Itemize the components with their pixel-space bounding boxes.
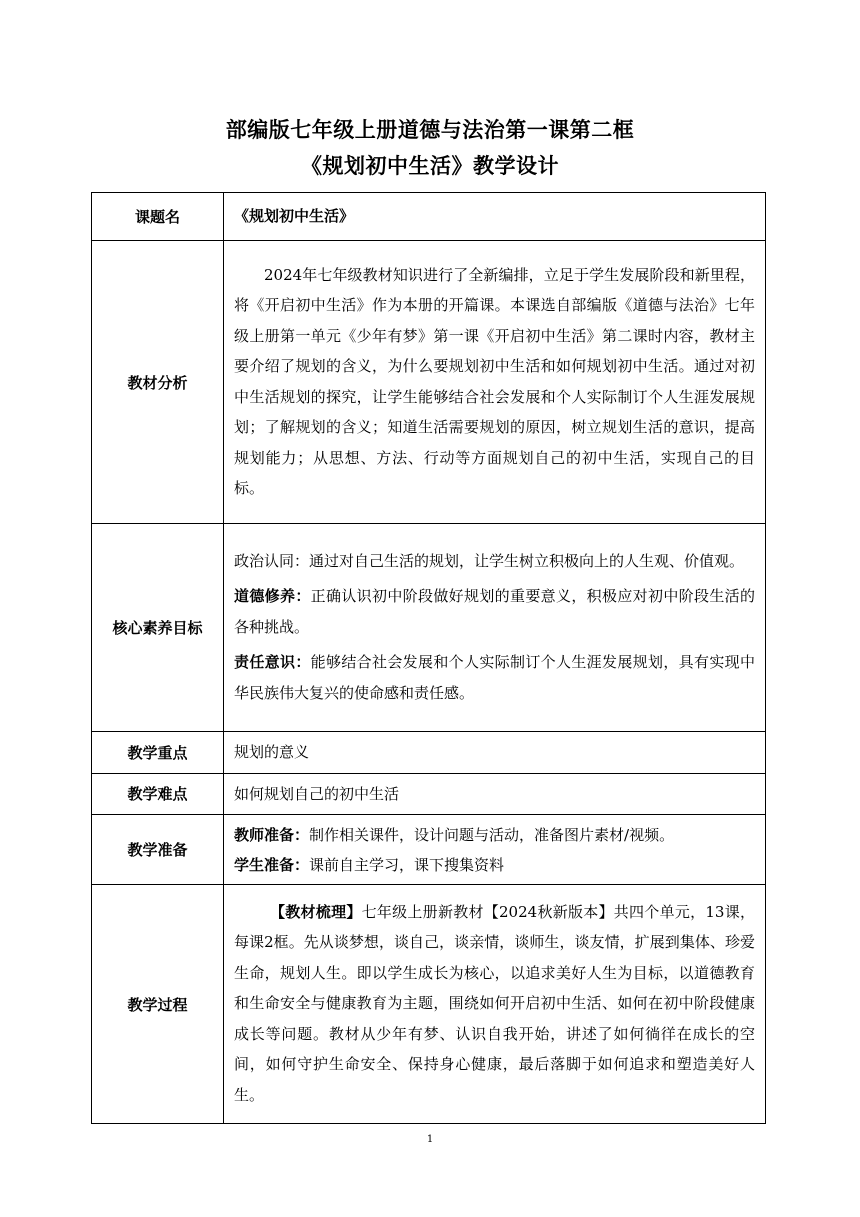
goal-item — [234, 647, 755, 708]
process-body: 七年级上册新教材【2024秋新版本】共四个单元，13课，每课2框。先从谈梦想，谈自己，谈亲情，谈师生，谈友情，扩展到集体、珍爱生命，规划人生。即以学生成长为核心，以追求美好人生为目标，以道德教育和生命安全与健康教育为主题，围绕如何开启初中生活、如何在初中阶段健康成长等问题。教材从少年有梦、认识自我开始，讲述了如何徜徉在成长的空间，如何守护生命安全、保持身心健康，最后落脚于如何追求和塑造美好人生。 — [234, 902, 755, 1104]
key-value: 规划的意义 — [224, 732, 766, 774]
prep-item — [234, 850, 755, 880]
prep-term: 学生准备： — [234, 855, 310, 874]
page-number: 1 — [426, 1134, 434, 1145]
row-label-process: 教学过程 — [92, 885, 224, 1124]
prep-text: 课前自主学习，课下搜集资料 — [309, 855, 505, 874]
process-cell — [224, 885, 766, 1124]
document-title-line-1: 部编版七年级上册道德与法治第一课第二框 — [225, 118, 635, 142]
row-label-difficulty: 教学难点 — [92, 773, 224, 815]
process-text — [234, 897, 755, 1111]
goal-text: 能够结合社会发展和个人实际制订个人生涯发展规划，具有实现中华民族伟大复兴的使命感和责任感。 — [234, 653, 755, 702]
document-title-line-2: 《规划初中生活》教学设计 — [301, 154, 559, 178]
table-row-key — [92, 732, 766, 774]
prep-text: 制作相关课件，设计问题与活动，准备图片素材/视频。 — [309, 825, 675, 844]
table-row-process — [92, 885, 766, 1124]
prep-cell — [224, 815, 766, 885]
goal-item — [234, 546, 755, 577]
row-label-analysis: 教材分析 — [92, 241, 224, 524]
row-label-prep: 教学准备 — [92, 815, 224, 885]
table-row-prep — [92, 815, 766, 885]
goal-term: 道德修养： — [234, 587, 311, 606]
row-label-key: 教学重点 — [92, 732, 224, 774]
goal-term: 责任意识： — [234, 653, 311, 672]
goals-cell — [224, 524, 766, 732]
difficulty-value: 如何规划自己的初中生活 — [224, 773, 766, 815]
lesson-plan-table — [91, 192, 766, 1124]
goal-text: 通过对自己生活的规划，让学生树立积极向上的人生观、价值观。 — [309, 551, 745, 570]
table-row-topic — [92, 193, 766, 241]
topic-value: 《规划初中生活》 — [224, 193, 766, 241]
analysis-text: 2024年七年级教材知识进行了全新编排，立足于学生发展阶段和新里程，将《开启初中生活》作为本册的开篇课。本课选自部编版《道德与法治》七年级上册第一单元《少年有梦》第一课《开启初中生活》第二课时内容，教材主要介绍了规划的含义，为什么要规划初中生活和如何规划初中生活。通过对初中生活规划的探究，让学生能够结合社会发展和个人实际制订个人生涯发展规划；了解规划的含义；知道生活需要规划的原因，树立规划生活的意识，提高规划能力；从思想、方法、行动等方面规划自己的初中生活，实现自己的目标。 — [234, 265, 755, 497]
row-label-topic: 课题名 — [92, 193, 224, 241]
prep-item — [234, 820, 755, 850]
process-term: 【教材梳理】 — [270, 902, 362, 921]
table-row-analysis — [92, 241, 766, 524]
goal-term: 政治认同： — [234, 551, 310, 570]
table-row-difficulty — [92, 773, 766, 815]
goal-text: 正确认识初中阶段做好规划的重要意义，积极应对初中阶段生活的各种挑战。 — [234, 587, 755, 636]
table-row-goals — [92, 524, 766, 732]
analysis-cell — [224, 241, 766, 524]
goal-item — [234, 581, 755, 642]
prep-term: 教师准备： — [234, 825, 310, 844]
row-label-goals: 核心素养目标 — [92, 524, 224, 732]
